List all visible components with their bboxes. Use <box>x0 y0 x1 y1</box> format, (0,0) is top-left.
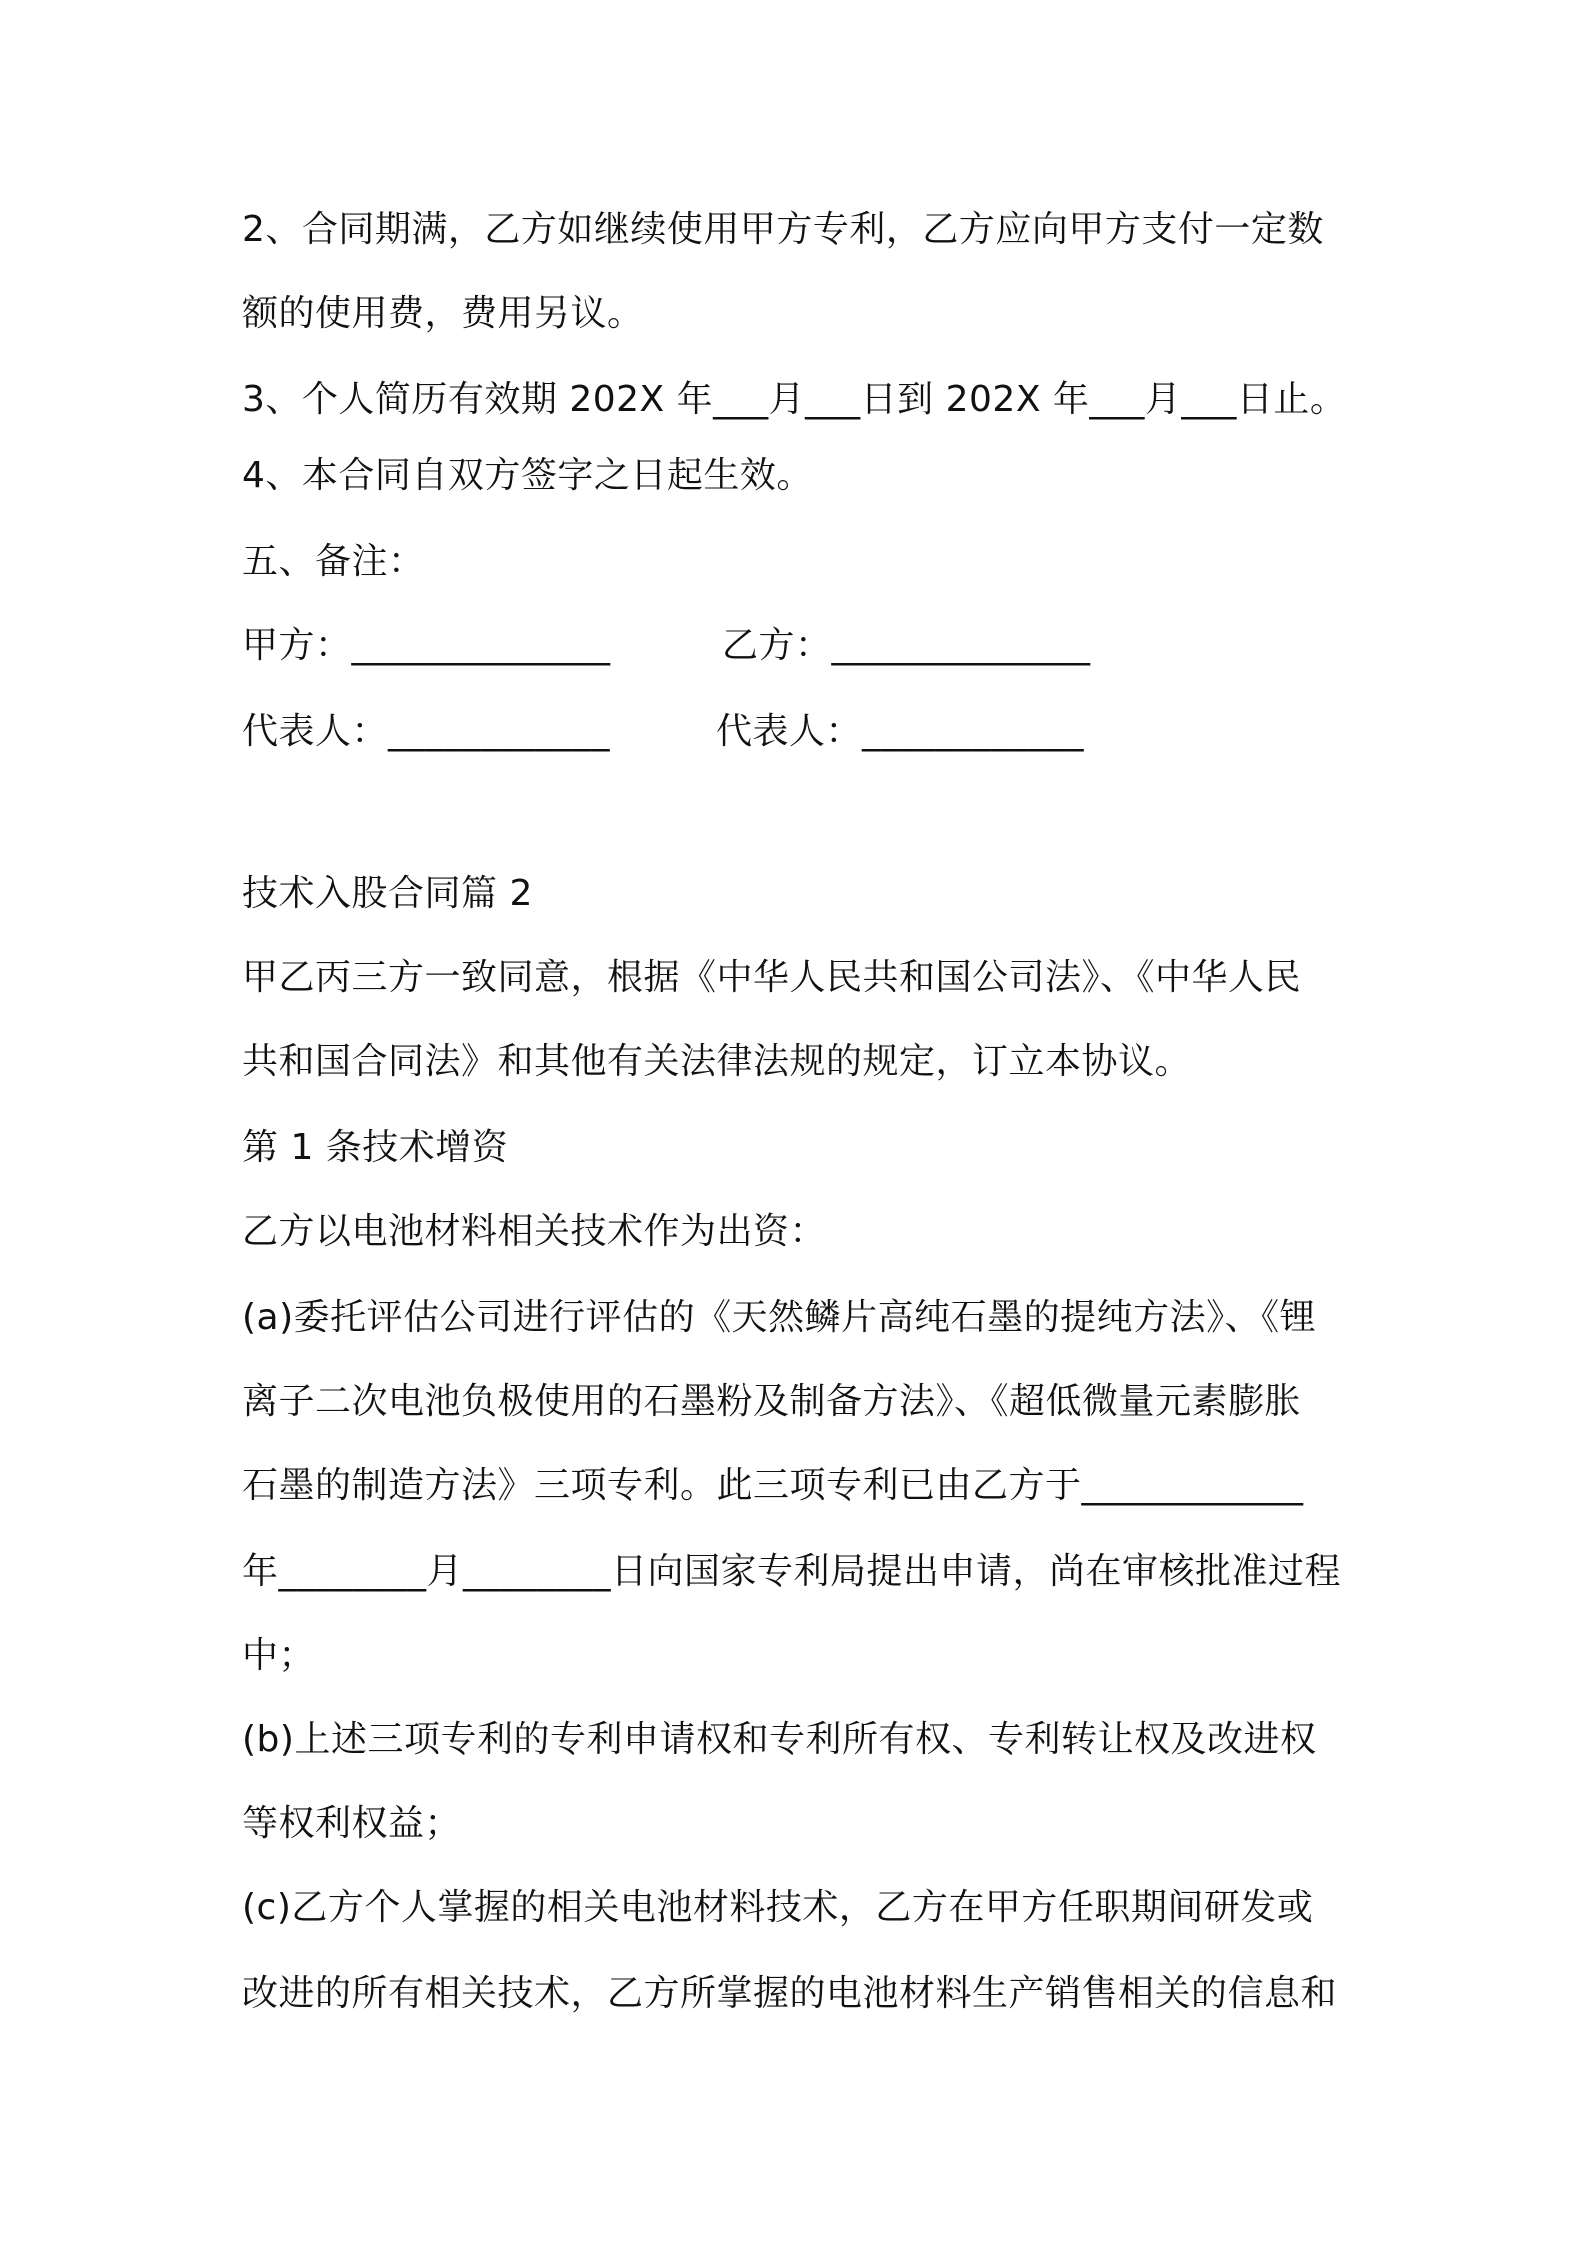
text-line-14: 石墨的制造方法》三项专利。此三项专利已由乙方于____________ <box>242 1465 1304 1506</box>
text-line-16: 中； <box>242 1635 316 1676</box>
text-line-3: 3、个人简历有效期 202X 年___月___日到 202X 年___月___日止。 <box>242 379 1347 420</box>
rep-a-signature: 代表人：____________ <box>242 711 611 752</box>
text-line-13: 离子二次电池负极使用的石墨粉及制备方法》、《超低微量元素膨胀 <box>242 1381 1302 1422</box>
party-a-signature: 甲方：______________ <box>242 625 611 666</box>
text-line-18: 等权利权益； <box>242 1803 462 1844</box>
text-line-12: (a)委托评估公司进行评估的《天然鳞片高纯石墨的提纯方法》、《锂 <box>242 1297 1317 1338</box>
text-line-9: 共和国合同法》和其他有关法律法规的规定，订立本协议。 <box>242 1041 1192 1082</box>
section-title: 技术入股合同篇 2 <box>242 873 533 914</box>
text-line-1: 2、合同期满，乙方如继续使用甲方专利，乙方应向甲方支付一定数 <box>242 209 1324 250</box>
text-line-11: 乙方以电池材料相关技术作为出资： <box>242 1211 827 1252</box>
article-heading: 第 1 条技术增资 <box>242 1127 509 1168</box>
rep-b-signature: 代表人：____________ <box>716 711 1085 752</box>
text-line-8: 甲乙丙三方一致同意，根据《中华人民共和国公司法》、《中华人民 <box>242 957 1302 998</box>
text-line-19: (c)乙方个人掌握的相关电池材料技术，乙方在甲方任职期间研发或 <box>242 1887 1314 1928</box>
text-line-17: (b)上述三项专利的专利申请权和专利所有权、专利转让权及改进权 <box>242 1719 1317 1760</box>
text-line-20: 改进的所有相关技术，乙方所掌握的电池材料生产销售相关的信息和 <box>242 1973 1338 2014</box>
section-heading-remarks: 五、备注： <box>242 541 425 582</box>
text-line-4: 4、本合同自双方签字之日起生效。 <box>242 455 813 496</box>
text-line-2: 额的使用费，费用另议。 <box>242 293 644 334</box>
party-b-signature: 乙方：______________ <box>722 625 1091 666</box>
text-line-15: 年________月________日向国家专利局提出申请，尚在审核批准过程 <box>242 1551 1342 1592</box>
